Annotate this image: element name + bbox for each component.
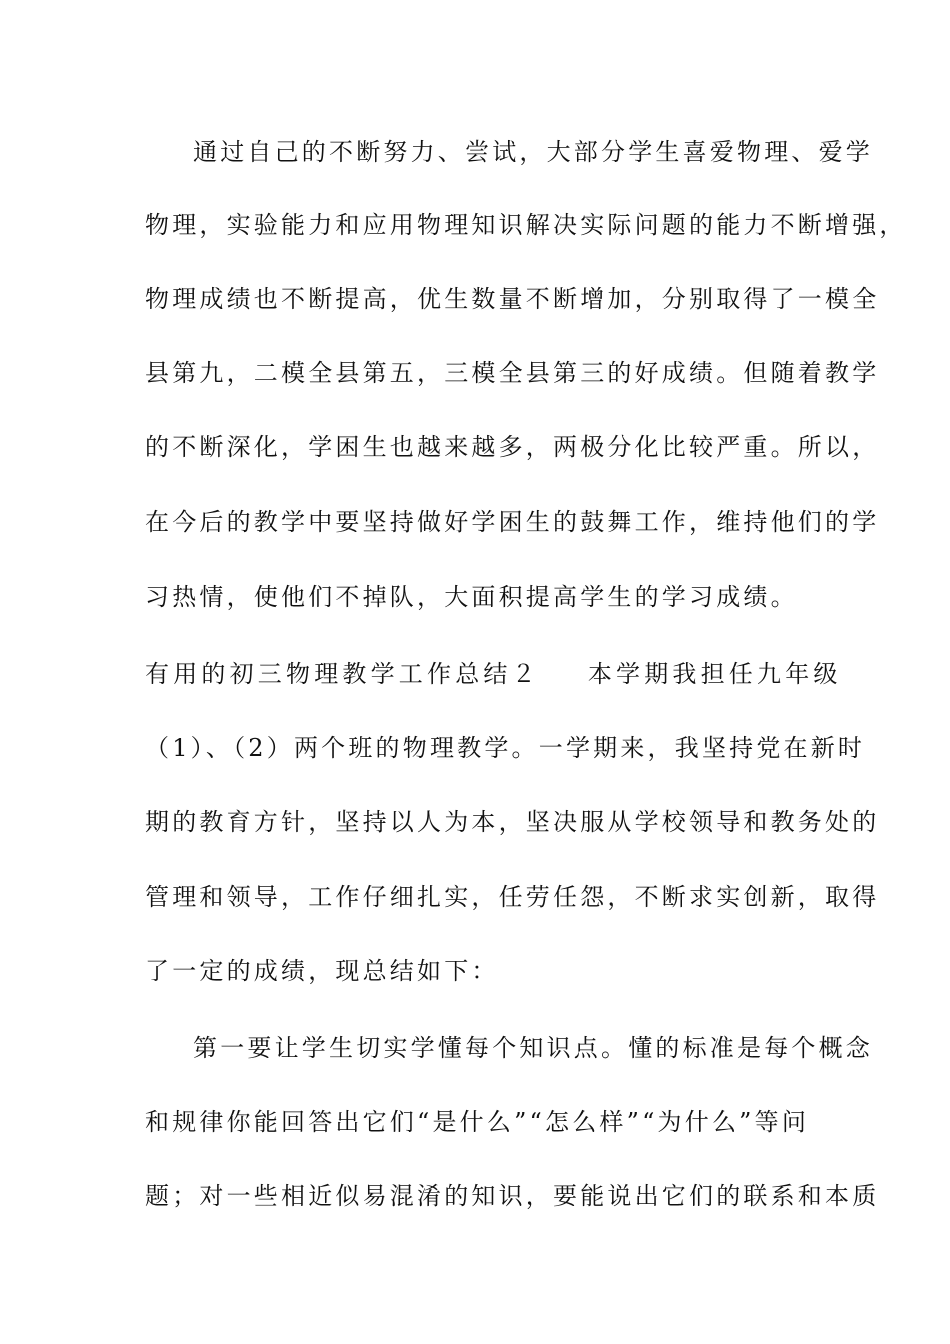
section-heading-line bbox=[145, 659, 842, 689]
paragraph-line: 了一定的成绩，现总结如下： bbox=[145, 957, 499, 985]
section-title: 有用的初三物理教学工作总结２ bbox=[145, 660, 540, 688]
paragraph-line: （1）、（2）两个班的物理教学。一学期来，我坚持党在新时 bbox=[145, 734, 866, 762]
paragraph-line: 第一要让学生切实学懂每个知识点。懂的标准是每个概念 bbox=[193, 1034, 873, 1062]
paragraph-line: 物理成绩也不断提高，优生数量不断增加，分别取得了一模全 bbox=[145, 285, 880, 313]
paragraph-line: 和规律你能回答出它们“是什么”“怎么样”“为什么”等问 bbox=[145, 1108, 810, 1136]
paragraph-line: 通过自己的不断努力、尝试，大部分学生喜爱物理、爱学 bbox=[193, 138, 873, 166]
paragraph-line: 习热情，使他们不掉队，大面积提高学生的学习成绩。 bbox=[145, 583, 798, 611]
section-intro-start: 本学期我担任九年级 bbox=[587, 660, 842, 688]
paragraph-line: 题；对一些相近似易混淆的知识，要能说出它们的联系和本质 bbox=[145, 1182, 880, 1210]
paragraph-line: 管理和领导，工作仔细扎实，任劳任怨，不断求实创新，取得 bbox=[145, 883, 880, 911]
paragraph-line: 在今后的教学中要坚持做好学困生的鼓舞工作，维持他们的学 bbox=[145, 508, 880, 536]
paragraph-line: 的不断深化，学困生也越来越多，两极分化比较严重。所以， bbox=[145, 433, 880, 461]
paragraph-line: 物理，实验能力和应用物理知识解决实际问题的能力不断增强， bbox=[145, 211, 907, 239]
paragraph-line: 县第九，二模全县第五，三模全县第三的好成绩。但随着教学 bbox=[145, 359, 880, 387]
paragraph-line: 期的教育方针，坚持以人为本，坚决服从学校领导和教务处的 bbox=[145, 808, 880, 836]
